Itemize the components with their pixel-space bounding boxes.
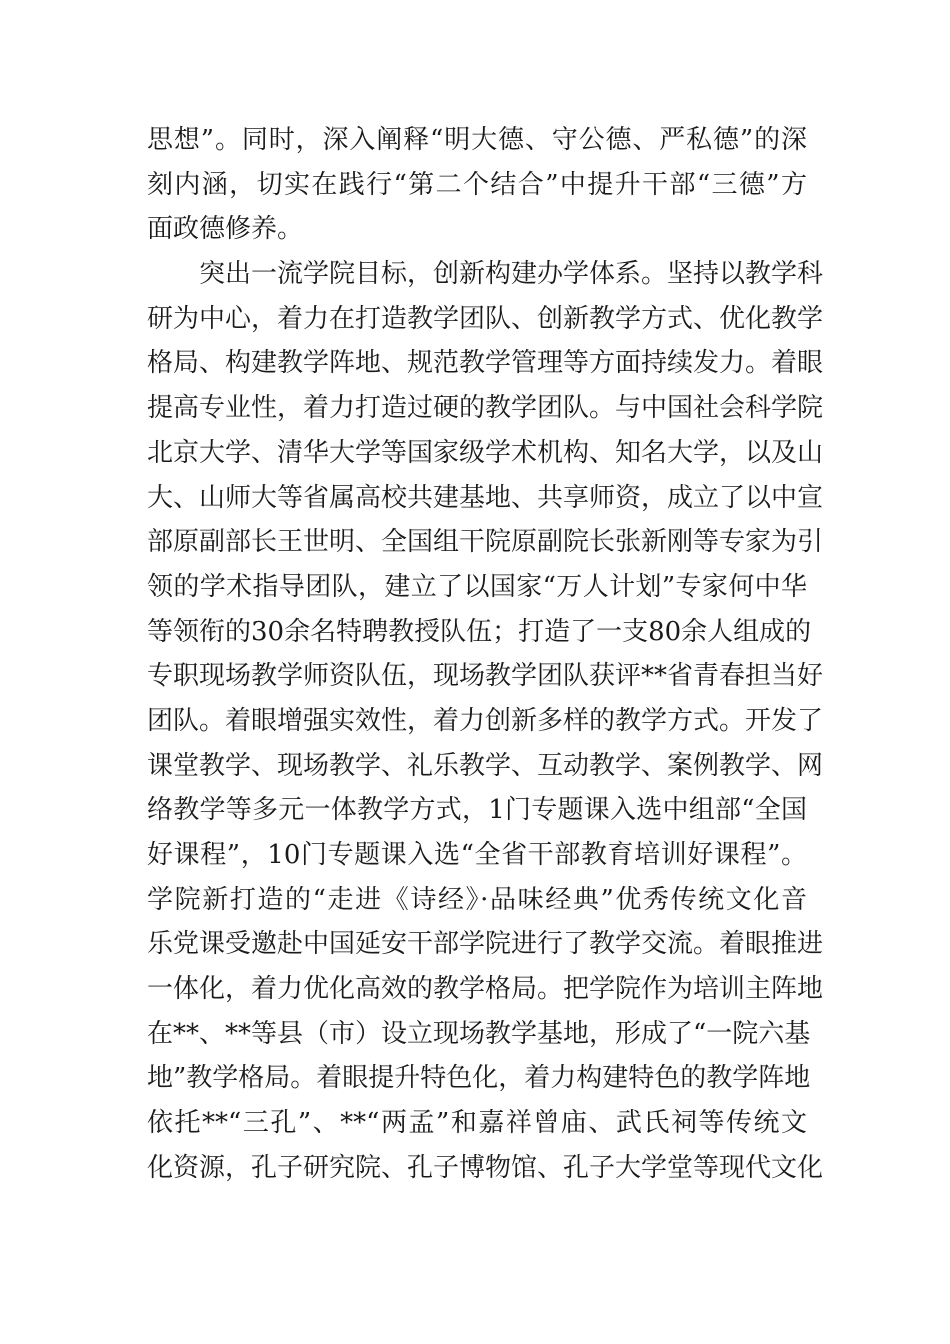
- text-line: 刻内涵，切实在践行“第二个结合”中提升干部“三德”方: [147, 169, 807, 200]
- text-line: 一体化，着力优化高效的教学格局。把学院作为培训主阵地: [147, 974, 824, 1005]
- paragraph-first-line: 突出一流学院目标，创新构建办学体系。坚持以教学科: [199, 259, 824, 290]
- text-line: 等领衔的30余名特聘教授队伍；打造了一支80余人组成的: [147, 616, 812, 647]
- text-line: 研为中心，着力在打造教学团队、创新教学方式、优化教学: [147, 303, 824, 334]
- text-line: 格局、构建教学阵地、规范教学管理等方面持续发力。着眼: [147, 348, 824, 379]
- text-line: 团队。着眼增强实效性，着力创新多样的教学方式。开发了: [147, 705, 824, 736]
- text-line: 领的学术指导团队，建立了以国家“万人计划”专家何中华: [147, 571, 807, 602]
- text-line: 化资源，孔子研究院、孔子博物馆、孔子大学堂等现代文化: [147, 1152, 824, 1183]
- text-line: 部原副部长王世明、全国组干院原副院长张新刚等专家为引: [147, 527, 824, 558]
- text-line: 课堂教学、现场教学、礼乐教学、互动教学、案例教学、网: [147, 750, 824, 781]
- text-line: 思想”。同时，深入阐释“明大德、守公德、严私德”的深: [147, 125, 807, 155]
- text-line: 好课程”，10门专题课入选“全省干部教育培训好课程”。: [147, 840, 807, 870]
- text-line: 面政德修养。: [147, 214, 304, 245]
- text-line: 乐党课受邀赴中国延安干部学院进行了教学交流。着眼推进: [147, 929, 824, 960]
- text-line: 学院新打造的“走进《诗经》·品味经典”优秀传统文化音: [147, 884, 807, 915]
- text-line: 提高专业性，着力打造过硬的教学团队。与中国社会科学院: [147, 393, 824, 424]
- text-line: 在**、**等县（市）设立现场教学基地，形成了“一院六基: [147, 1018, 811, 1049]
- text-line: 专职现场教学师资队伍，现场教学团队获评**省青春担当好: [147, 661, 824, 692]
- text-line: 地”教学格局。着眼提升特色化，着力构建特色的教学阵地: [147, 1063, 811, 1094]
- text-line: 依托**“三孔”、**“两孟”和嘉祥曾庙、武氏祠等传统文: [147, 1108, 807, 1139]
- body-text: [147, 118, 824, 1191]
- text-line: 北京大学、清华大学等国家级学术机构、知名大学，以及山: [147, 437, 824, 468]
- text-line: 大、山师大等省属高校共建基地、共享师资，成立了以中宣: [147, 482, 824, 513]
- text-line: 络教学等多元一体教学方式，1门专题课入选中组部“全国: [147, 795, 807, 826]
